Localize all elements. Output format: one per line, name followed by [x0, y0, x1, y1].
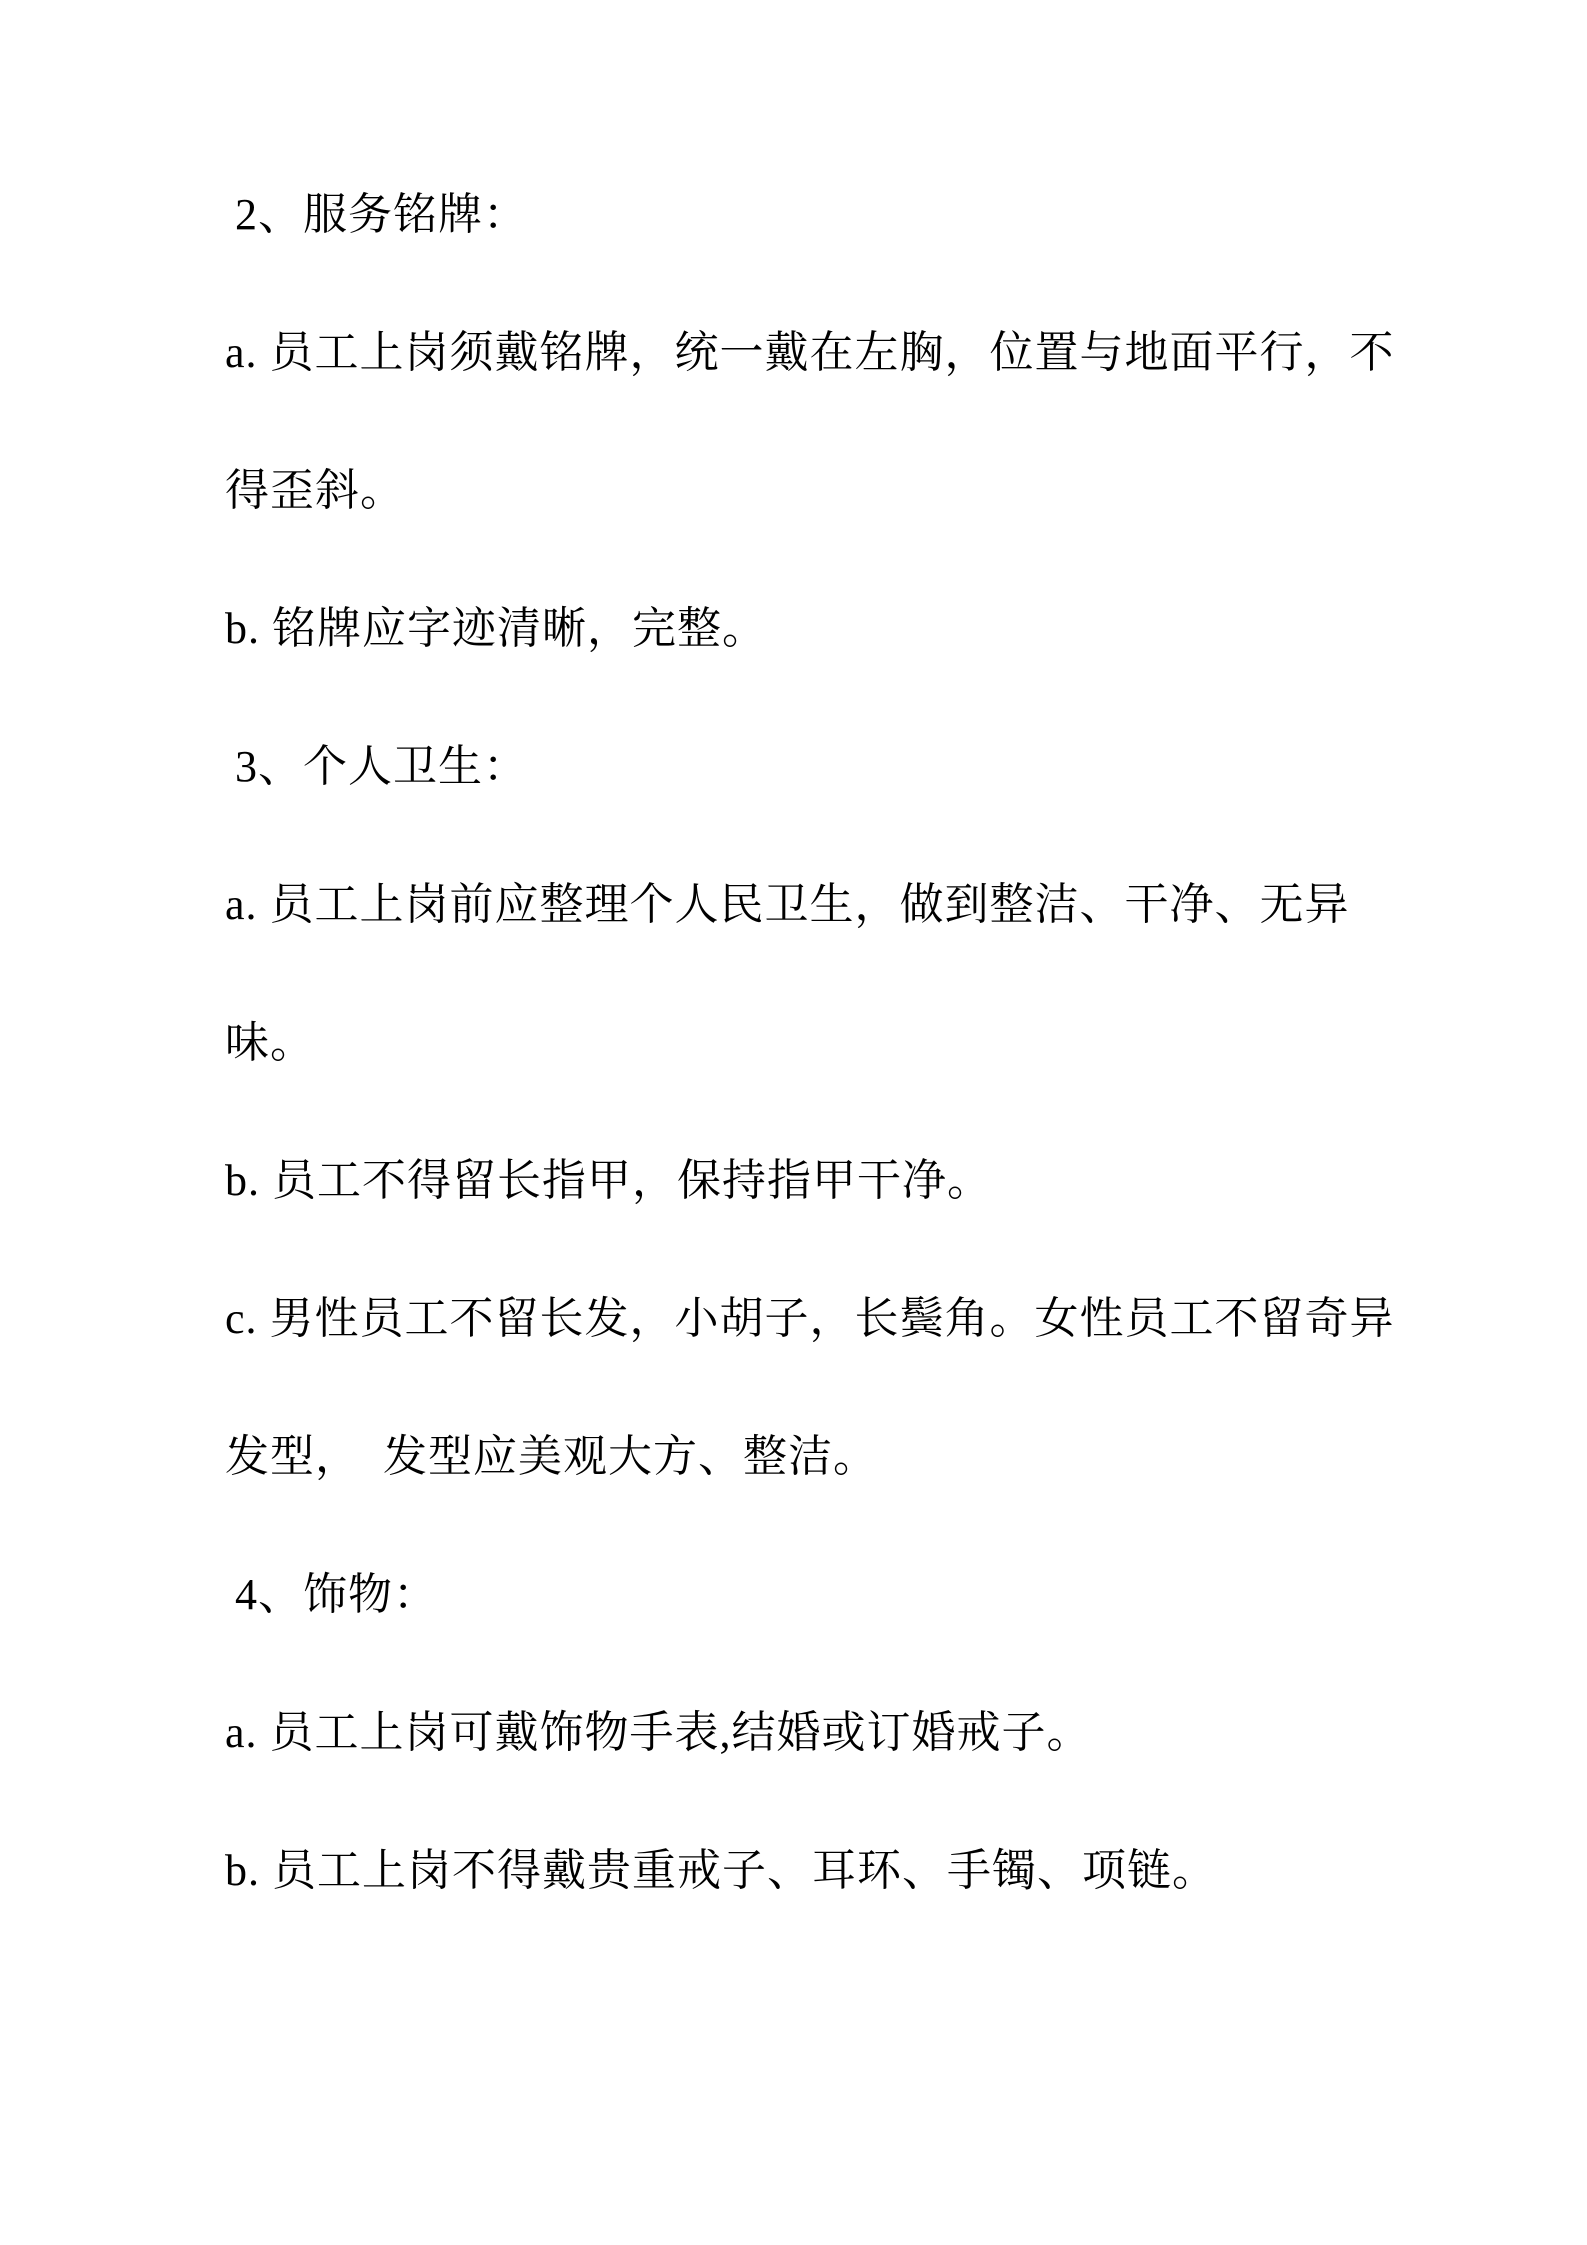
section-heading: 2、服务铭牌：	[235, 190, 528, 239]
section-heading: 3、个人卫生：	[235, 742, 528, 791]
paragraph-line: b. 员工上岗不得戴贵重戒子、耳环、手镯、项链。	[225, 1846, 1217, 1895]
section-heading: 4、饰物：	[235, 1570, 438, 1619]
paragraph-line: a. 员工上岗须戴铭牌，统一戴在左胸，位置与地面平行，不	[225, 328, 1395, 377]
paragraph-line: b. 员工不得留长指甲，保持指甲干净。	[225, 1156, 992, 1205]
paragraph-line: a. 员工上岗可戴饰物手表,结婚或订婚戒子。	[225, 1708, 1092, 1757]
paragraph-line: 得歪斜。	[225, 466, 405, 515]
document-body	[225, 146, 1405, 1940]
paragraph-line: c. 男性员工不留长发，小胡子，长鬓角。女性员工不留奇异	[225, 1294, 1395, 1343]
paragraph-line: b. 铭牌应字迹清晰，完整。	[225, 604, 767, 653]
paragraph-line: 味。	[225, 1018, 315, 1067]
paragraph-line: 发型， 发型应美观大方、整洁。	[225, 1432, 878, 1481]
paragraph-line: a. 员工上岗前应整理个人民卫生，做到整洁、干净、无异	[225, 880, 1350, 929]
